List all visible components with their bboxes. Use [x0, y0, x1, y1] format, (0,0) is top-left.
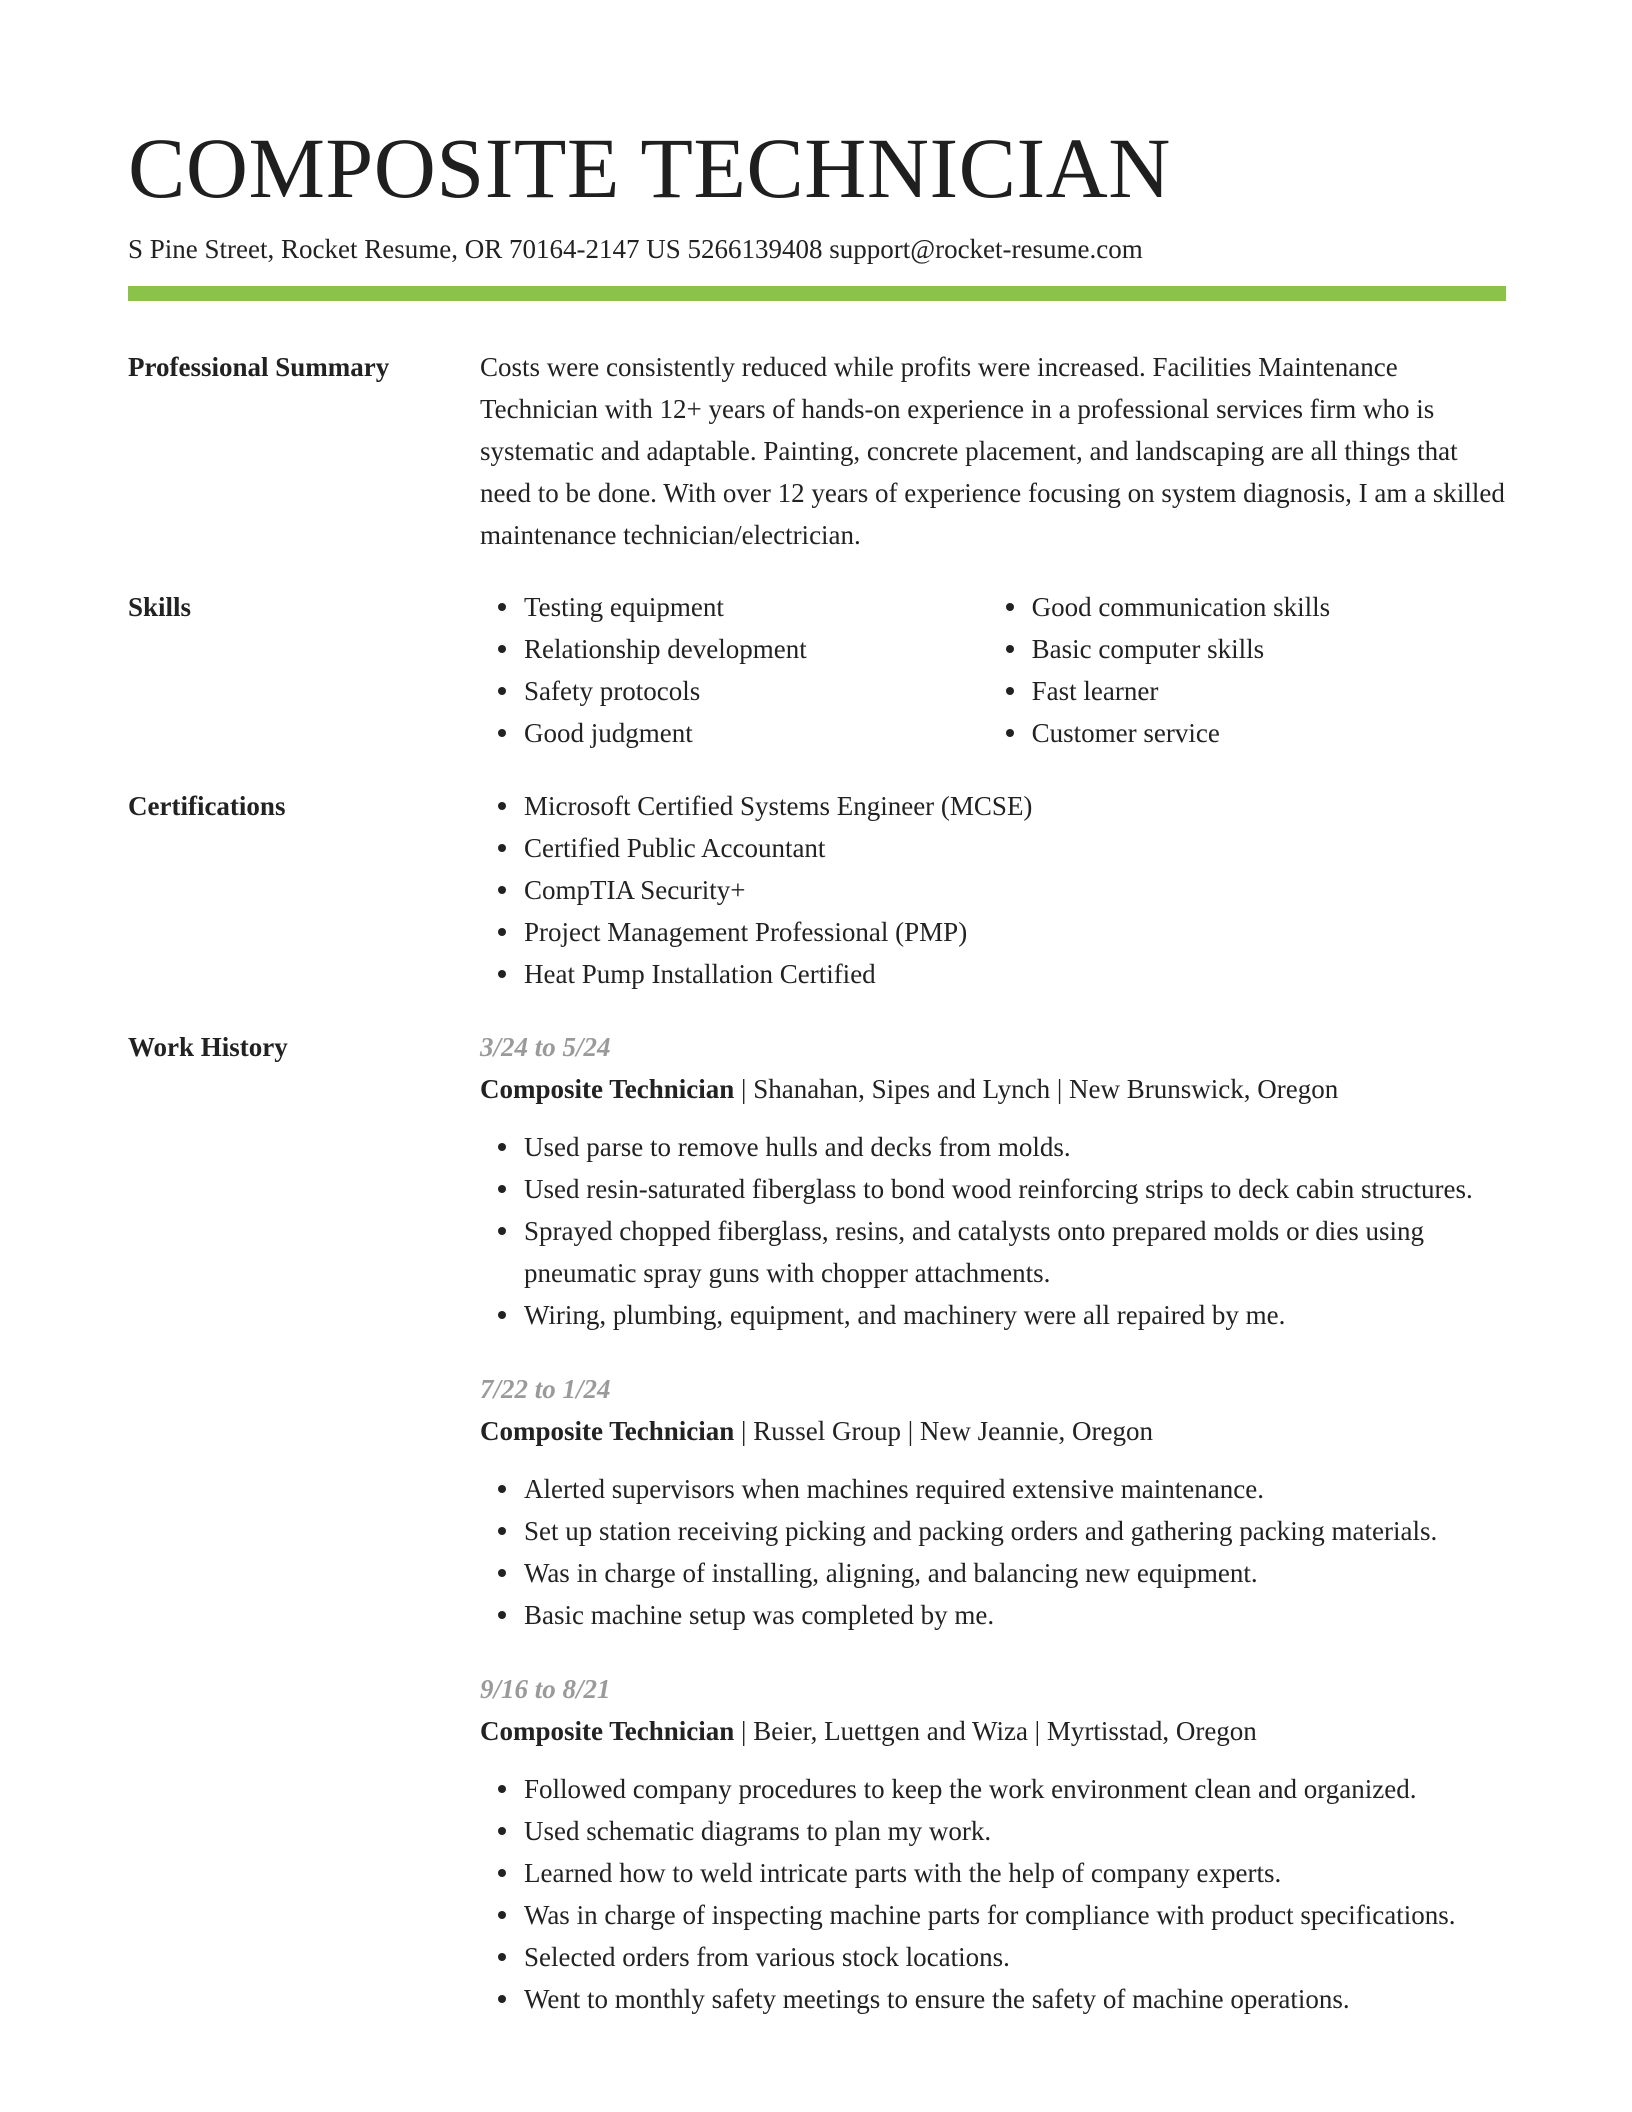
- skills-heading: Skills: [128, 592, 192, 622]
- candidate-name: COMPOSITE TECHNICIAN: [128, 120, 1171, 216]
- job-bullet: Went to monthly safety meetings to ensure the safety of machine operations.: [524, 1978, 1506, 2020]
- job-bullet: Alerted supervisors when machines required extensive maintenance.: [524, 1468, 1506, 1510]
- skills-list-left: [480, 586, 944, 754]
- job-bullet: Followed company procedures to keep the work environment clean and organized.: [524, 1768, 1506, 1810]
- job-bullet: Learned how to weld intricate parts with the help of company experts.: [524, 1852, 1506, 1894]
- job-bullet: Used parse to remove hulls and decks from molds.: [524, 1126, 1506, 1168]
- skill-item: Safety protocols: [524, 670, 944, 712]
- job-bullets: [480, 1126, 1506, 1336]
- job-bullets: [480, 1768, 1506, 2020]
- skill-item: Good judgment: [524, 712, 944, 754]
- skill-item: Good communication skills: [1032, 586, 1506, 628]
- job-bullet: Set up station receiving picking and packing orders and gathering packing materials.: [524, 1510, 1506, 1552]
- job-employer-location: | Beier, Luettgen and Wiza | Myrtisstad, Oregon: [734, 1716, 1257, 1746]
- work-history-heading: Work History: [128, 1032, 288, 1062]
- contact-line: S Pine Street, Rocket Resume, OR 70164-2147 US 5266139408 support@rocket-resume.com: [128, 234, 1143, 264]
- skill-item: Fast learner: [1032, 670, 1506, 712]
- job-date: 9/16 to 8/21: [480, 1674, 611, 1704]
- job-title-line: [480, 1068, 1506, 1110]
- job-entry: [480, 1668, 1506, 2020]
- job-title: Composite Technician: [480, 1716, 735, 1746]
- job-bullets: [480, 1468, 1506, 1636]
- job-bullet: Wiring, plumbing, equipment, and machinery were all repaired by me.: [524, 1294, 1506, 1336]
- job-bullet: Was in charge of installing, aligning, and balancing new equipment.: [524, 1552, 1506, 1594]
- certifications-heading: Certifications: [128, 791, 286, 821]
- summary-text: Costs were consistently reduced while profits were increased. Facilities Maintenance Technician with 12+ years of hands-on experience in a professional services firm who is systematic and adaptable. Painting, concrete placement, and landscaping are all things that need to be done. With over 12 years of experience focusing on system diagnosis, I am a skilled maintenance technician/electrician.: [480, 352, 1505, 550]
- certification-item: Heat Pump Installation Certified: [524, 953, 1506, 995]
- job-bullet: Was in charge of inspecting machine parts for compliance with product specifications.: [524, 1894, 1506, 1936]
- job-bullet: Used resin-saturated fiberglass to bond wood reinforcing strips to deck cabin structures.: [524, 1168, 1506, 1210]
- job-bullet: Basic machine setup was completed by me.: [524, 1594, 1506, 1636]
- job-bullet: Selected orders from various stock locations.: [524, 1936, 1506, 1978]
- certifications-list: [480, 785, 1506, 995]
- job-date: 3/24 to 5/24: [480, 1032, 611, 1062]
- job-title: Composite Technician: [480, 1074, 735, 1104]
- skill-item: Customer service: [1032, 712, 1506, 754]
- certification-item: Project Management Professional (PMP): [524, 911, 1506, 953]
- job-employer-location: | Shanahan, Sipes and Lynch | New Brunswick, Oregon: [734, 1074, 1339, 1104]
- skill-item: Relationship development: [524, 628, 944, 670]
- certification-item: Certified Public Accountant: [524, 827, 1506, 869]
- certification-item: Microsoft Certified Systems Engineer (MCSE): [524, 785, 1506, 827]
- job-entry: [480, 1026, 1506, 1336]
- job-entry: [480, 1368, 1506, 1636]
- skill-item: Basic computer skills: [1032, 628, 1506, 670]
- job-bullet: Used schematic diagrams to plan my work.: [524, 1810, 1506, 1852]
- header-accent-rule: [128, 286, 1506, 301]
- job-title-line: [480, 1710, 1506, 1752]
- job-date: 7/22 to 1/24: [480, 1374, 611, 1404]
- skills-list-right: [988, 586, 1506, 754]
- job-bullet: Sprayed chopped fiberglass, resins, and catalysts onto prepared molds or dies using pneumatic spray guns with chopper attachments.: [524, 1210, 1506, 1294]
- job-title: Composite Technician: [480, 1416, 735, 1446]
- certification-item: CompTIA Security+: [524, 869, 1506, 911]
- job-title-line: [480, 1410, 1506, 1452]
- skill-item: Testing equipment: [524, 586, 944, 628]
- job-employer-location: | Russel Group | New Jeannie, Oregon: [734, 1416, 1154, 1446]
- summary-heading: Professional Summary: [128, 352, 390, 382]
